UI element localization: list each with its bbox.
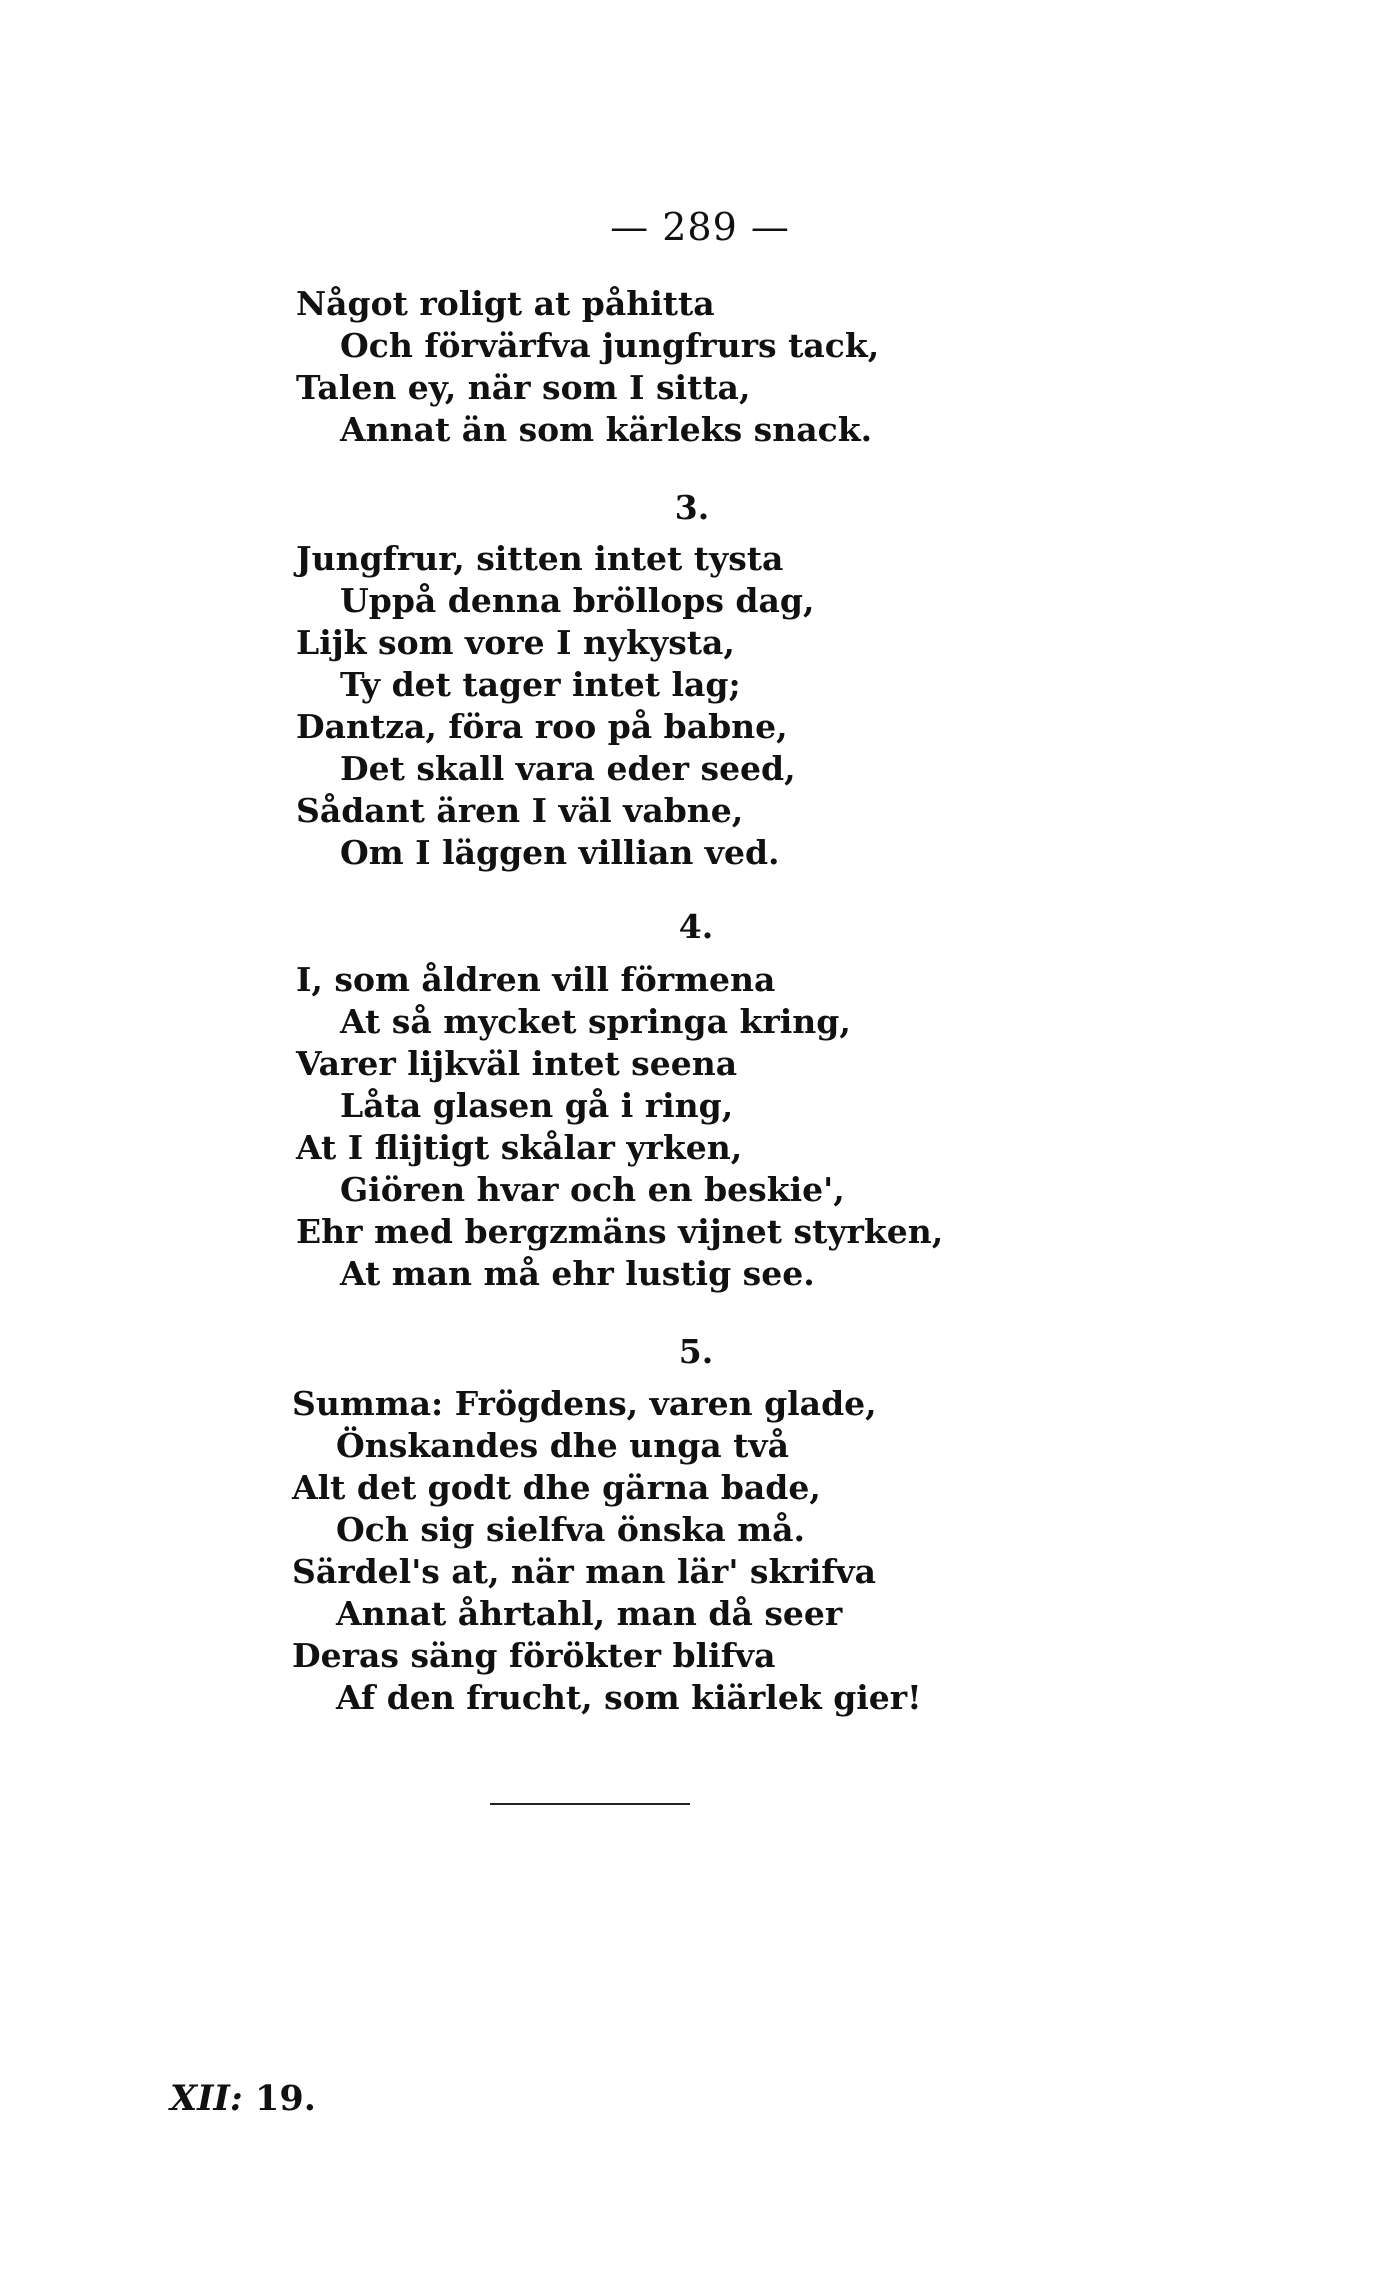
verse-line: Särdel's at, när man lär' skrifva (292, 1552, 877, 1591)
end-rule-divider (490, 1803, 690, 1805)
verse-line: Deras säng förökter blifva (292, 1636, 776, 1675)
verse-line: Giören hvar och en beskie', (340, 1170, 845, 1209)
verse-line: Lijk som vore I nykysta, (296, 623, 735, 662)
verse-line: Uppå denna bröllops dag, (340, 581, 815, 620)
verse-line: Sådant ären I väl vabne, (296, 791, 744, 830)
verse-line: Annat åhrtahl, man då seer (336, 1594, 843, 1633)
verse-line: Önskandes dhe unga två (336, 1426, 789, 1465)
verse-line: Låta glasen gå i ring, (340, 1086, 734, 1125)
verse-line: Det skall vara eder seed, (340, 749, 796, 788)
signature-mark-number: 19. (255, 2078, 316, 2119)
verse-line: Alt det godt dhe gärna bade, (292, 1468, 821, 1507)
verse-line: Om I läggen villian ved. (340, 833, 780, 872)
stanza-number: 4. (678, 907, 714, 946)
signature-mark-letters: XII: (170, 2078, 243, 2119)
verse-line: At man må ehr lustig see. (340, 1254, 815, 1293)
verse-line: Ty det tager intet lag; (340, 665, 741, 704)
verse-line: Talen ey, när som I sitta, (296, 368, 751, 407)
verse-line: Jungfrur, sitten intet tysta (296, 539, 784, 578)
verse-line: At så mycket springa kring, (340, 1002, 851, 1041)
verse-line: Något roligt at påhitta (296, 284, 715, 323)
verse-line: Annat än som kärleks snack. (340, 410, 873, 449)
signature-mark (170, 2078, 316, 2119)
verse-line: Varer lijkväl intet seena (296, 1044, 738, 1083)
verse-line: Och sig sielfva önska må. (336, 1510, 805, 1549)
verse-line: Ehr med bergzmäns vijnet styrken, (296, 1212, 944, 1251)
page-number: — 289 — (610, 205, 790, 249)
stanza-number: 3. (674, 488, 710, 527)
verse-line: I, som åldren vill förmena (296, 960, 776, 999)
verse-line: Och förvärfva jungfrurs tack, (340, 326, 880, 365)
verse-line: Af den frucht, som kiärlek gier! (336, 1678, 922, 1717)
verse-line: Dantza, föra roo på babne, (296, 707, 788, 746)
verse-line: Summa: Frögdens, varen glade, (292, 1384, 877, 1423)
verse-line: At I flijtigt skålar yrken, (296, 1128, 743, 1167)
stanza-number: 5. (678, 1332, 714, 1371)
